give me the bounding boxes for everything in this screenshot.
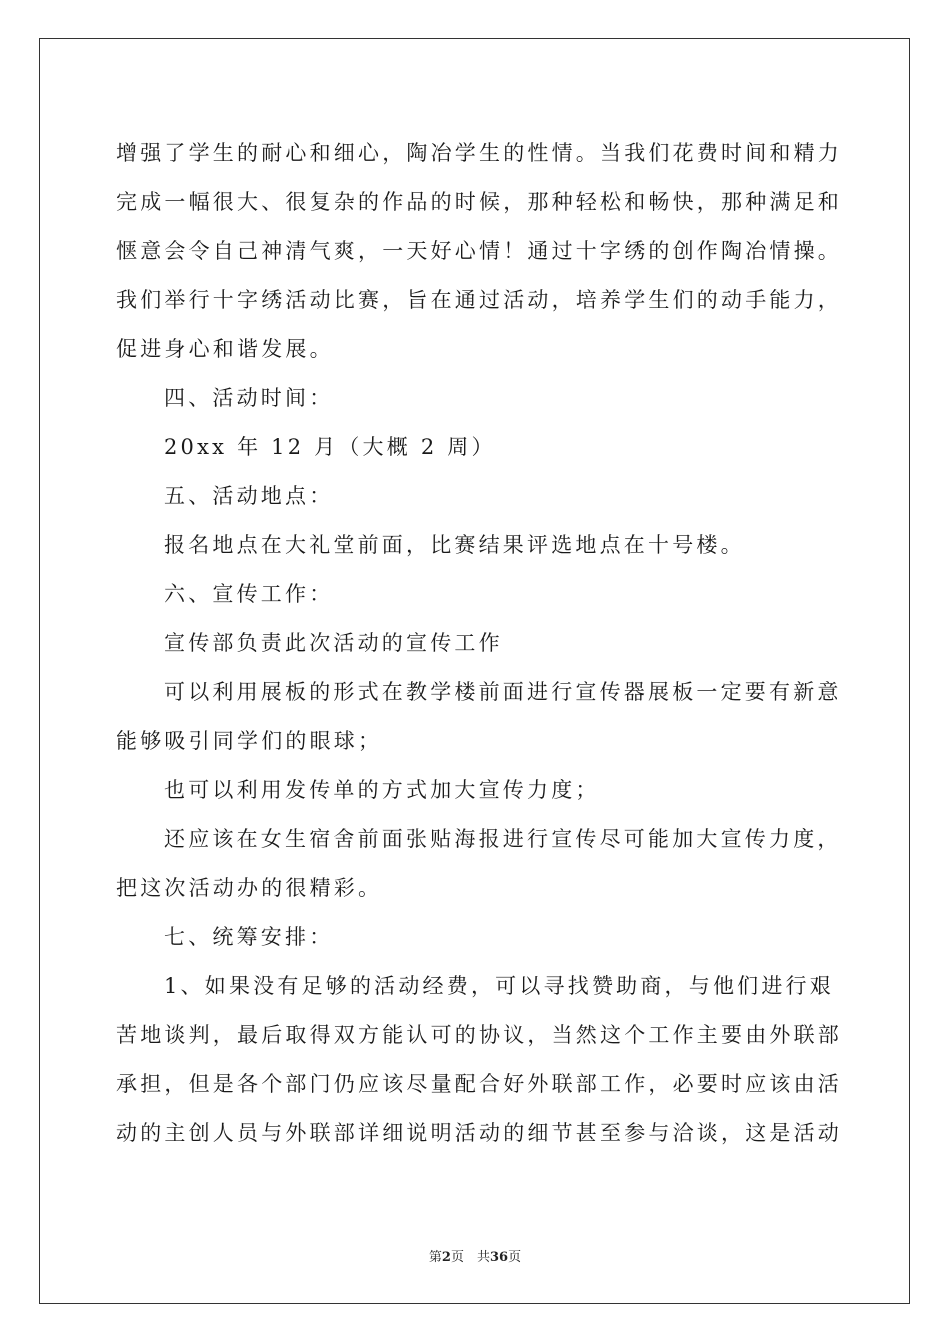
text-line: 四、活动时间： [164,386,334,410]
total-page-count: 36 [489,1250,509,1265]
current-page-number: 2 [441,1250,451,1265]
text-line: 还应该在女生宿舍前面张贴海报进行宣传尽可能加大宣传力度， [164,827,842,851]
page-footer [0,1246,950,1265]
text-line: 可以利用展板的形式在教学楼前面进行宣传器展板一定要有新意 [164,680,842,704]
text-line: 也可以利用发传单的方式加大宣传力度； [164,778,600,802]
text-line: 促进身心和谐发展。 [116,337,334,361]
text-line: 动的主创人员与外联部详细说明活动的细节甚至参与洽谈，这是活动 [116,1121,842,1145]
text-line: 把这次活动办的很精彩。 [116,876,383,900]
footer-prefix: 第 [428,1250,442,1265]
text-line: 七、统筹安排： [164,925,334,949]
text-line: 完成一幅很大、很复杂的作品的时候，那种轻松和畅快，那种满足和 [116,190,842,214]
footer-middle: 页 共 [450,1250,490,1265]
text-line: 五、活动地点： [164,484,334,508]
text-line: 报名地点在大礼堂前面，比赛结果评选地点在十号楼。 [164,533,745,557]
text-line: 承担，但是各个部门仍应该尽量配合好外联部工作，必要时应该由活 [116,1072,842,1096]
text-line: 能够吸引同学们的眼球； [116,729,383,753]
text-line: 我们举行十字绣活动比赛，旨在通过活动，培养学生们的动手能力， [116,288,842,312]
text-line: 20xx 年 12 月（大概 2 周） [164,435,496,459]
text-line: 宣传部负责此次活动的宣传工作 [164,631,503,655]
document-body [116,129,840,1158]
text-line: 苦地谈判，最后取得双方能认可的协议，当然这个工作主要由外联部 [116,1023,842,1047]
text-line: 1、如果没有足够的活动经费，可以寻找赞助商，与他们进行艰 [164,974,834,998]
footer-suffix: 页 [508,1250,522,1265]
text-line: 惬意会令自己神清气爽，一天好心情！通过十字绣的创作陶冶情操。 [116,239,842,263]
text-line: 六、宣传工作： [164,582,334,606]
text-line: 增强了学生的耐心和细心，陶冶学生的性情。当我们花费时间和精力 [116,141,842,165]
